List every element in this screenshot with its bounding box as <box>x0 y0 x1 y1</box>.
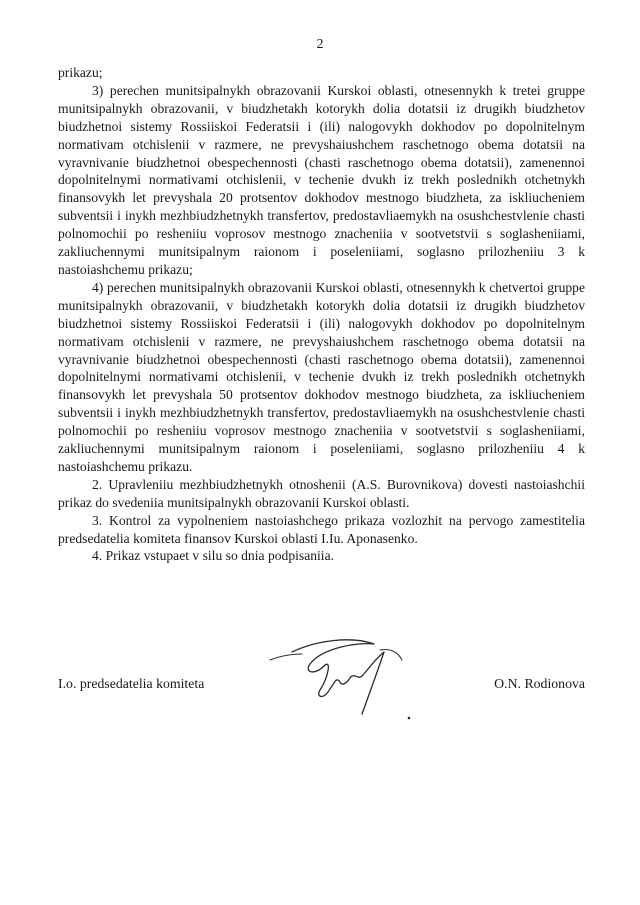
paragraph-point-2: 2. Upravleniiu mezhbiudzhetnykh otnoshenii (A.S. Burovnikova) dovesti nastoiashchii prikaz do svedeniia munitsipalnykh obrazovanii Kurskoi oblasti. <box>58 476 585 510</box>
paragraph-continuation: prikazu; <box>58 65 103 80</box>
signer-title: I.o. predsedatelia komiteta <box>58 676 205 691</box>
document-body <box>58 64 585 565</box>
handwritten-signature <box>262 630 422 725</box>
paragraph-point-4: 4. Prikaz vstupaet v silu so dnia podpisaniia. <box>92 548 335 564</box>
page-number: 2 <box>316 37 324 52</box>
signer-name: O.N. Rodionova <box>494 676 585 691</box>
paragraph-item-3: 3) perechen munitsipalnykh obrazovanii Kurskoi oblasti, otnesennykh k tretei gruppe munitsipalnykh obrazovanii, v biudzhetakh kotorykh dolia dotatsii iz drugikh biudzhetov biudzhetnoi sistemy Rossiiskoi Federatsii i (ili) nalogovykh dokhodov po dopolnitelnym normativam otchislenii v razmere, ne prevyshaiushchem raschetnogo obema dotatsii na vyravnivanie biudzhetnoi obespechennosti (chasti raschetnogo obema dotatsii), zamenennoi dopolnitelnymi normativami otchislenii, v techenie dvukh iz trekh poslednikh otchetnykh finansovykh let prevyshala 20 protsentov dokhodov mestnogo biudzheta, za iskliucheniem subventsii i inykh mezhbiudzhetnykh transfertov, predostavliaemykh na osushchestvlenie chasti polnomochii po resheniiu voprosov mestnogo znacheniia v sootvetstvii s soglasheniiami, zakliuchennymi munitsipalnym raionom i poseleniiami, soglasno prilozheniiu 3 k nastoiashchemu prikazu; <box>58 82 585 277</box>
paragraph-item-4: 4) perechen munitsipalnykh obrazovanii Kurskoi oblasti, otnesennykh k chetvertoi gruppe munitsipalnykh obrazovanii, v biudzhetakh kotorykh dolia dotatsii iz drugikh biudzhetov biudzhetnoi sistemy Rossiiskoi Federatsii i (ili) nalogovykh dokhodov po dopolnitelnym normativam otchislenii v razmere, ne prevyshaiushchem raschetnogo obema dotatsii na vyravnivanie biudzhetnoi obespechennosti (chasti raschetnogo obema dotatsii), zamenennoi dopolnitelnymi normativami otchislenii, v techenie dvukh iz trekh poslednikh otchetnykh finansovykh let prevyshala 50 protsentov dokhodov mestnogo biudzheta, za iskliucheniem subventsii i inykh mezhbiudzhetnykh transfertov, predostavliaemykh na osushchestvlenie chasti polnomochii po resheniiu voprosov mestnogo znacheniia v sootvetstvii s soglasheniiami, zakliuchennymi munitsipalnym raionom i poseleniiami, soglasno prilozheniiu 4 k nastoiashchemu prikazu. <box>58 279 585 474</box>
paragraph-point-3: 3. Kontrol za vypolneniem nastoiashchego prikaza vozlozhit na pervogo zamestitelia predsedatelia komiteta finansov Kurskoi oblasti I.Iu. Aponasenko. <box>58 512 585 546</box>
